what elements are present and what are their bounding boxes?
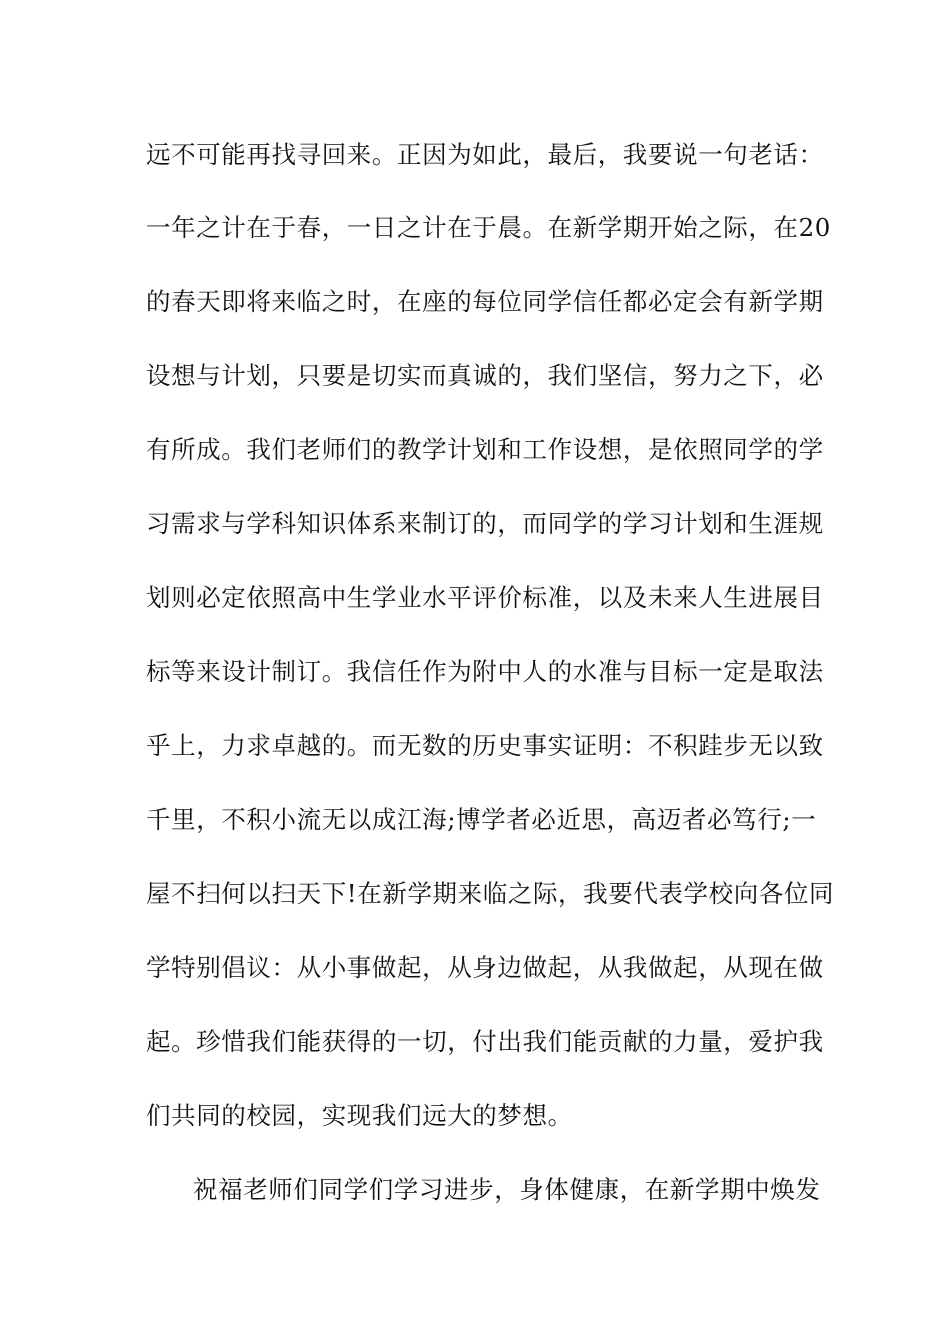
text-line-13: 起。珍惜我们能获得的一切，付出我们能贡献的力量，爱护我 xyxy=(146,1027,824,1056)
text-line-14: 们共同的校园，实现我们远大的梦想。 xyxy=(146,1101,573,1130)
text-line-5: 有所成。我们老师们的教学计划和工作设想，是依照同学的学 xyxy=(146,435,824,464)
text-line-8: 标等来设计制订。我信任作为附中人的水准与目标一定是取法 xyxy=(146,657,824,686)
text-line-11: 屋不扫何以扫天下!在新学期来临之际，我要代表学校向各位同 xyxy=(146,879,835,908)
text-line-7: 划则必定依照高中生学业水平评价标准，以及未来人生进展目 xyxy=(146,583,824,612)
text-line-1: 远不可能再找寻回来。正因为如此，最后，我要说一句老话： xyxy=(146,140,824,169)
text-line-2: 一年之计在于春，一日之计在于晨。在新学期开始之际，在20 xyxy=(146,213,831,242)
text-line-9: 乎上，力求卓越的。而无数的历史事实证明：不积跬步无以致 xyxy=(146,731,824,760)
text-line-3: 的春天即将来临之时，在座的每位同学信任都必定会有新学期 xyxy=(146,287,824,316)
text-line-15: 祝福老师们同学们学习进步，身体健康，在新学期中焕发 xyxy=(193,1175,821,1204)
text-line-6: 习需求与学科知识体系来制订的，而同学的学习计划和生涯规 xyxy=(146,509,824,538)
text-line-4: 设想与计划，只要是切实而真诚的，我们坚信，努力之下，必 xyxy=(146,361,824,390)
text-line-10: 千里，不积小流无以成江海;博学者必近思，高迈者必笃行;一 xyxy=(146,805,817,834)
text-line-12: 学特别倡议：从小事做起，从身边做起，从我做起，从现在做 xyxy=(146,953,824,982)
